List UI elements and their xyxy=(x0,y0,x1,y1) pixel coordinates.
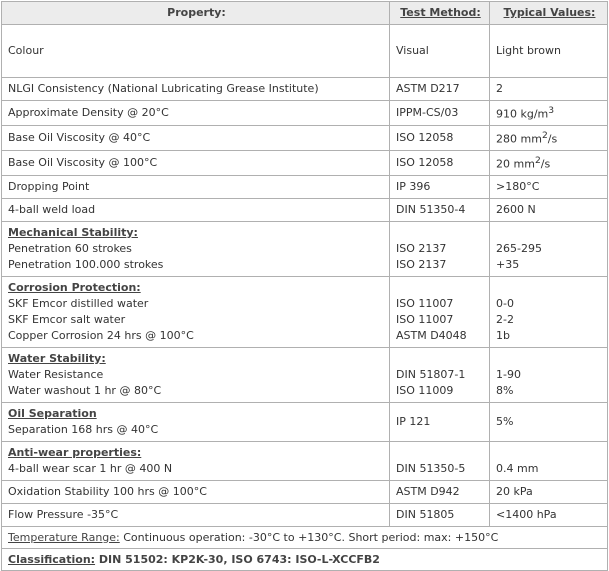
item-method: ISO 2137 xyxy=(396,258,447,271)
table-row xyxy=(2,481,608,504)
item-value: +35 xyxy=(496,258,520,271)
item-method: DIN 51807-1 xyxy=(396,368,466,381)
method-cell xyxy=(390,442,490,481)
method-cell xyxy=(390,348,490,403)
section-water-stability xyxy=(2,348,608,403)
value-cell: 2 xyxy=(490,78,608,101)
value-cell: <1400 hPa xyxy=(490,504,608,527)
item-value: 1b xyxy=(496,329,510,342)
table-row xyxy=(2,126,608,151)
value-cell xyxy=(490,277,608,348)
item-method: ASTM D4048 xyxy=(396,329,467,342)
method-cell: ASTM D942 xyxy=(390,481,490,504)
section-heading: Anti-wear properties: xyxy=(8,446,142,459)
value-unit-tail: /s xyxy=(547,132,558,146)
value-text: 20 mm xyxy=(496,157,535,171)
property-cell: Dropping Point xyxy=(2,176,390,199)
property-cell xyxy=(2,222,390,277)
value-cell: 2600 N xyxy=(490,199,608,222)
section-mechanical-stability xyxy=(2,222,608,277)
method-cell xyxy=(390,222,490,277)
value-cell xyxy=(490,348,608,403)
item-value: 1-90 xyxy=(496,368,521,381)
item-property: SKF Emcor salt water xyxy=(8,313,126,326)
item-property: SKF Emcor distilled water xyxy=(8,297,149,310)
method-cell: IP 396 xyxy=(390,176,490,199)
table-row xyxy=(2,101,608,126)
section-anti-wear xyxy=(2,442,608,481)
value-cell xyxy=(490,126,608,151)
classification-label: Classification: xyxy=(8,552,96,566)
section-corrosion-protection xyxy=(2,277,608,348)
method-cell: DIN 51805 xyxy=(390,504,490,527)
section-heading: Oil Separation xyxy=(8,407,97,420)
property-cell: 4-ball weld load xyxy=(2,199,390,222)
property-cell: Base Oil Viscosity @ 40°C xyxy=(2,126,390,151)
property-cell: Oxidation Stability 100 hrs @ 100°C xyxy=(2,481,390,504)
item-method: ISO 11009 xyxy=(396,384,454,397)
value-text: 910 kg/m xyxy=(496,107,549,121)
specification-table xyxy=(1,1,608,571)
property-cell: NLGI Consistency (National Lubricating Grease Institute) xyxy=(2,78,390,101)
header-test-method: Test Method: xyxy=(390,2,490,25)
classification-text: DIN 51502: KP2K-30, ISO 6743: ISO-L-XCCFB2 xyxy=(95,552,380,566)
classification-cell xyxy=(2,549,608,571)
classification-row xyxy=(2,549,608,571)
value-text: 280 mm xyxy=(496,132,542,146)
item-property: Penetration 60 strokes xyxy=(8,242,132,255)
section-heading: Corrosion Protection: xyxy=(8,281,141,294)
header-typical-values: Typical Values: xyxy=(490,2,608,25)
property-cell xyxy=(2,348,390,403)
value-cell: >180°C xyxy=(490,176,608,199)
header-row xyxy=(2,2,608,25)
item-value: 8% xyxy=(496,384,514,397)
table-row xyxy=(2,199,608,222)
item-property: Water Resistance xyxy=(8,368,104,381)
property-cell xyxy=(2,403,390,442)
value-cell: 5% xyxy=(490,403,608,442)
item-value: 0.4 mm xyxy=(496,462,539,475)
property-cell: Base Oil Viscosity @ 100°C xyxy=(2,151,390,176)
value-cell xyxy=(490,442,608,481)
value-cell: 20 kPa xyxy=(490,481,608,504)
temperature-range-row xyxy=(2,527,608,549)
value-unit-tail: /s xyxy=(540,157,551,171)
method-cell: Visual xyxy=(390,25,490,78)
method-cell: IPPM-CS/03 xyxy=(390,101,490,126)
item-property: Separation 168 hrs @ 40°C xyxy=(8,423,159,436)
method-cell: ASTM D217 xyxy=(390,78,490,101)
table-row xyxy=(2,504,608,527)
header-property: Property: xyxy=(2,2,390,25)
table-row xyxy=(2,176,608,199)
item-value: 0-0 xyxy=(496,297,514,310)
item-property: 4-ball wear scar 1 hr @ 400 N xyxy=(8,462,173,475)
item-method: ISO 2137 xyxy=(396,242,447,255)
item-property: Water washout 1 hr @ 80°C xyxy=(8,384,162,397)
property-cell: Colour xyxy=(2,25,390,78)
section-oil-separation xyxy=(2,403,608,442)
item-method: ISO 11007 xyxy=(396,313,454,326)
table-row xyxy=(2,25,608,78)
temperature-range-cell xyxy=(2,527,608,549)
table-row xyxy=(2,78,608,101)
value-superscript: 2 xyxy=(534,155,541,167)
property-cell xyxy=(2,442,390,481)
value-cell xyxy=(490,151,608,176)
value-superscript: 2 xyxy=(541,130,548,142)
temperature-range-text: Continuous operation: -30°C to +130°C. Short period: max: +150°C xyxy=(119,530,499,544)
method-cell: IP 121 xyxy=(390,403,490,442)
item-method: ISO 11007 xyxy=(396,297,454,310)
item-value: 265-295 xyxy=(496,242,542,255)
value-superscript: 3 xyxy=(548,105,555,117)
value-cell xyxy=(490,222,608,277)
value-cell: Light brown xyxy=(490,25,608,78)
method-cell xyxy=(390,277,490,348)
property-cell: Flow Pressure -35°C xyxy=(2,504,390,527)
table-row xyxy=(2,151,608,176)
property-cell: Approximate Density @ 20°C xyxy=(2,101,390,126)
method-cell: ISO 12058 xyxy=(390,126,490,151)
item-value: 2-2 xyxy=(496,313,514,326)
method-cell: ISO 12058 xyxy=(390,151,490,176)
property-cell xyxy=(2,277,390,348)
section-heading: Water Stability: xyxy=(8,352,106,365)
value-cell xyxy=(490,101,608,126)
item-property: Penetration 100.000 strokes xyxy=(8,258,164,271)
temperature-range-label: Temperature Range: xyxy=(8,530,120,544)
item-method: DIN 51350-5 xyxy=(396,462,466,475)
section-heading: Mechanical Stability: xyxy=(8,226,138,239)
method-cell: DIN 51350-4 xyxy=(390,199,490,222)
item-property: Copper Corrosion 24 hrs @ 100°C xyxy=(8,329,194,342)
